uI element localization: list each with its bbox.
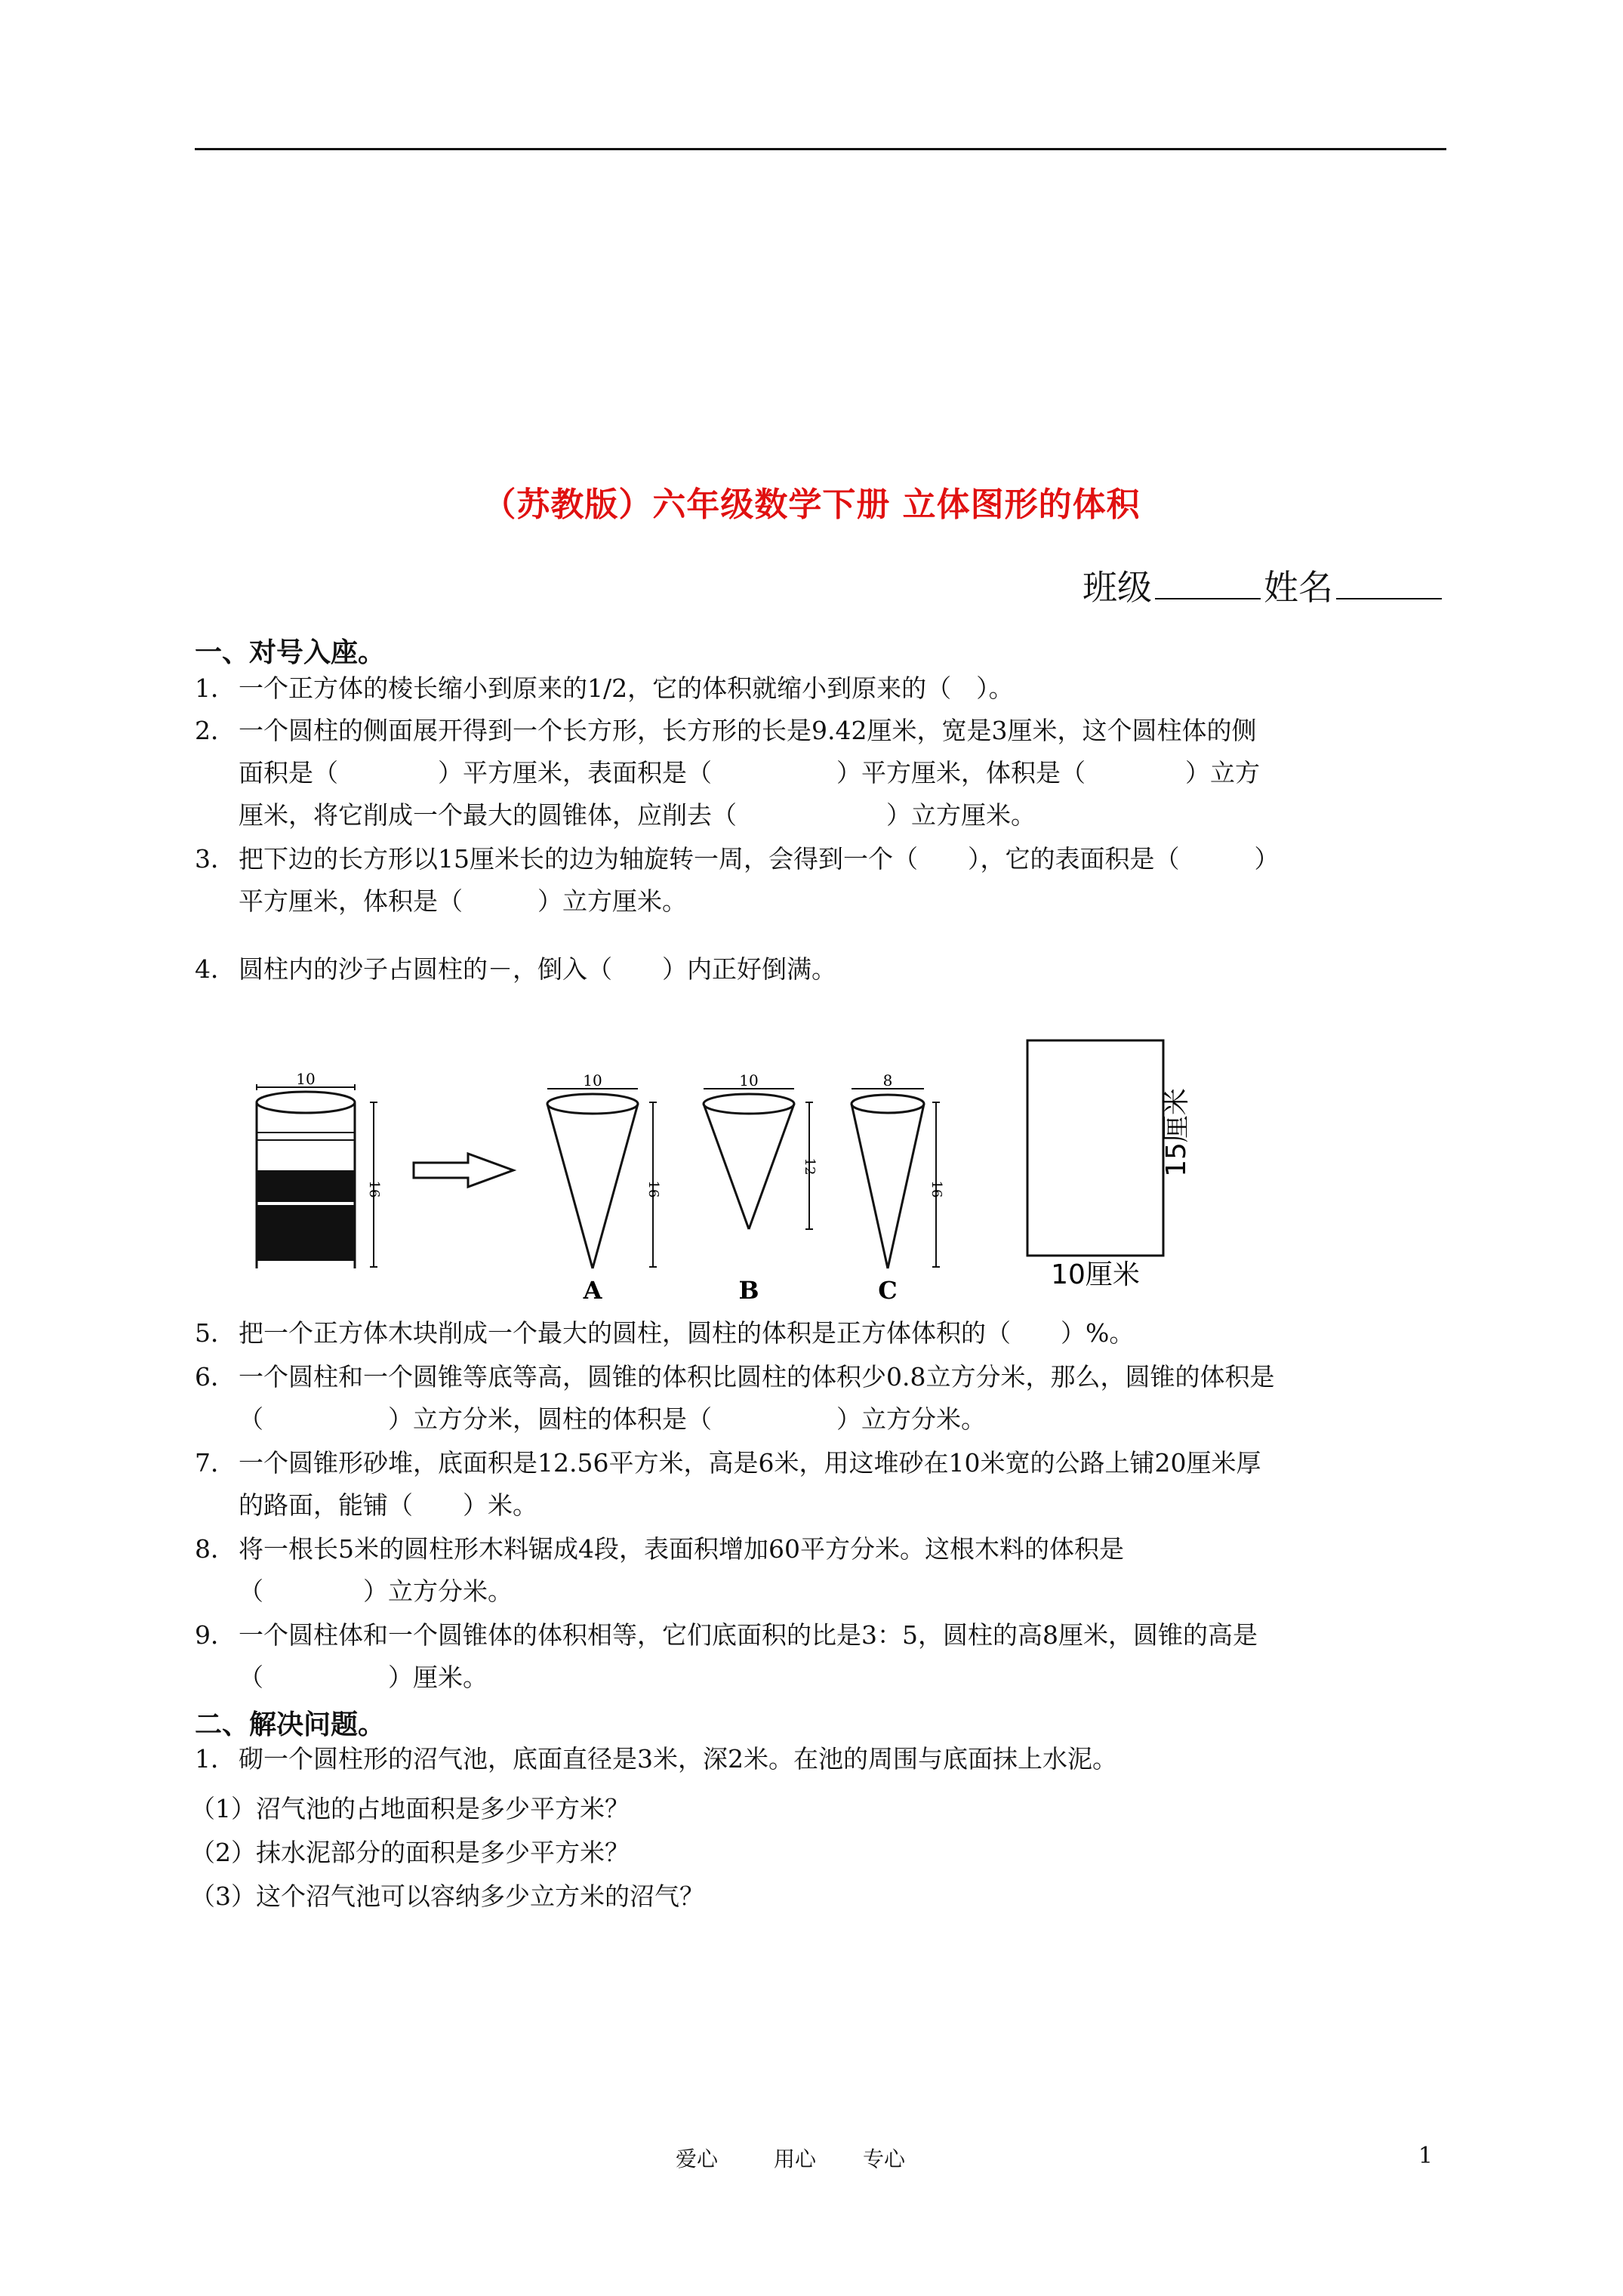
question-9 xyxy=(195,1614,1449,1699)
header-rule xyxy=(195,148,1446,150)
question-text: 一个正方体的棱长缩小到原来的1/2，它的体积就缩小到原来的（ ）。 xyxy=(239,673,1014,703)
rectangle-15-by-10 xyxy=(1027,1040,1192,1290)
question-text-line1: 将一根长5米的圆柱形木料锯成4段，表面积增加60平方分米。这根木料的体积是 xyxy=(239,1534,1124,1564)
footer-text-2: 用心 xyxy=(774,2147,817,2171)
class-label: 班级 xyxy=(1083,567,1152,608)
page-number: 1 xyxy=(1418,2143,1433,2169)
cone-c xyxy=(852,1071,944,1305)
question-5 xyxy=(195,1312,1449,1354)
question-3 xyxy=(195,838,1449,923)
cone-c-diameter-label: 8 xyxy=(882,1071,893,1089)
question-text-line1: 一个圆锥形砂堆，底面积是12.56平方米，高是6米，用这堆砂在10米宽的公路上铺20厘米厚 xyxy=(239,1448,1261,1478)
question-text-line2: （ ）立方分米，圆柱的体积是（ ）立方分米。 xyxy=(239,1404,986,1434)
problem-1-sub-2: （2）抹水泥部分的面积是多少平方米？ xyxy=(190,1838,630,1867)
question-text-line2: 平方厘米，体积是（ ）立方厘米。 xyxy=(239,886,687,916)
question-2 xyxy=(195,710,1449,837)
question-text-line2: 面积是（ ）平方厘米，表面积是（ ）平方厘米，体积是（ ）立方 xyxy=(239,758,1260,787)
cone-a xyxy=(547,1071,661,1305)
question-text-line1: 一个圆柱和一个圆锥等底等高，圆锥的体积比圆柱的体积少0.8立方分米，那么，圆锥的体积是 xyxy=(239,1362,1275,1391)
question-number: 5． xyxy=(195,1318,236,1348)
question-text-line2: （ ）厘米。 xyxy=(239,1663,488,1692)
problem-1-sub-1: （1）沼气池的占地面积是多少平方米？ xyxy=(190,1794,630,1823)
question-text-line2: 的路面，能铺（ ）米。 xyxy=(239,1490,537,1520)
footer-text-1: 爱心 xyxy=(676,2147,719,2171)
question-number: 4． xyxy=(195,954,236,984)
question-1 xyxy=(195,667,1449,710)
question-number: 8． xyxy=(195,1534,236,1564)
cone-c-height-label: 16 xyxy=(929,1180,944,1198)
class-name-line xyxy=(1083,560,1445,610)
arrow-icon xyxy=(414,1154,513,1187)
question-7 xyxy=(195,1442,1449,1527)
cone-b xyxy=(704,1071,818,1305)
problem-1-sub-3: （3）这个沼气池可以容纳多少立方米的沼气？ xyxy=(190,1881,704,1911)
question-text-line3: 厘米，将它削成一个最大的圆锥体，应削去（ ）立方厘米。 xyxy=(239,800,1036,830)
question-text-line2: （ ）立方分米。 xyxy=(239,1576,513,1606)
question-text-line1: 一个圆柱体和一个圆锥体的体积相等，它们底面积的比是3：5，圆柱的高8厘米，圆锥的高是 xyxy=(239,1620,1258,1650)
class-blank[interactable] xyxy=(1155,568,1261,599)
cylinder-diameter-label: 10 xyxy=(296,1070,316,1088)
name-label: 姓名 xyxy=(1264,567,1333,608)
page-title: （苏教版）六年级数学下册 立体图形的体积 xyxy=(482,485,1141,524)
name-blank[interactable] xyxy=(1336,568,1442,599)
cone-a-diameter-label: 10 xyxy=(583,1071,602,1089)
cone-a-label: A xyxy=(583,1276,602,1305)
question-4 xyxy=(195,948,1449,991)
question-6 xyxy=(195,1356,1449,1441)
cone-b-diameter-label: 10 xyxy=(739,1071,759,1089)
question-number: 1． xyxy=(195,673,236,703)
cone-a-height-label: 16 xyxy=(645,1180,661,1198)
question-number: 3． xyxy=(195,844,236,874)
question-number: 7． xyxy=(195,1448,236,1478)
question-8 xyxy=(195,1528,1449,1613)
problem-text: 砌一个圆柱形的沼气池，底面直径是3米，深2米。在池的周围与底面抹上水泥。 xyxy=(239,1744,1117,1774)
question-text: 把一个正方体木块削成一个最大的圆柱，圆柱的体积是正方体体积的（ ）%。 xyxy=(239,1318,1135,1348)
question-text-line1: 一个圆柱的侧面展开得到一个长方形，长方形的长是9.42厘米，宽是3厘米，这个圆柱体的侧 xyxy=(239,716,1257,745)
footer-text-3: 专心 xyxy=(863,2147,906,2171)
cylinder-height-label: 16 xyxy=(366,1180,382,1198)
cone-b-label: B xyxy=(738,1276,759,1305)
rectangle-height-label: 15厘米 xyxy=(1161,1088,1192,1177)
question-number: 9． xyxy=(195,1620,236,1650)
question-text-line1: 把下边的长方形以15厘米长的边为轴旋转一周，会得到一个（ ），它的表面积是（ ） xyxy=(239,844,1280,874)
cylinder-with-sand xyxy=(257,1070,382,1268)
section-1-heading: 一、对号入座。 xyxy=(195,636,386,668)
rectangle-width-label: 10厘米 xyxy=(1051,1259,1140,1290)
question-text: 圆柱内的沙子占圆柱的－，倒入（ ）内正好倒满。 xyxy=(239,954,836,984)
cone-b-height-label: 12 xyxy=(802,1157,818,1176)
question-number: 6． xyxy=(195,1362,236,1391)
question-number: 2． xyxy=(195,716,236,745)
problem-number: 1． xyxy=(195,1744,236,1774)
problem-1 xyxy=(195,1738,1449,1780)
cone-c-label: C xyxy=(878,1276,898,1305)
section-2-heading: 二、解决问题。 xyxy=(195,1709,386,1740)
volume-figure xyxy=(242,1027,1238,1306)
